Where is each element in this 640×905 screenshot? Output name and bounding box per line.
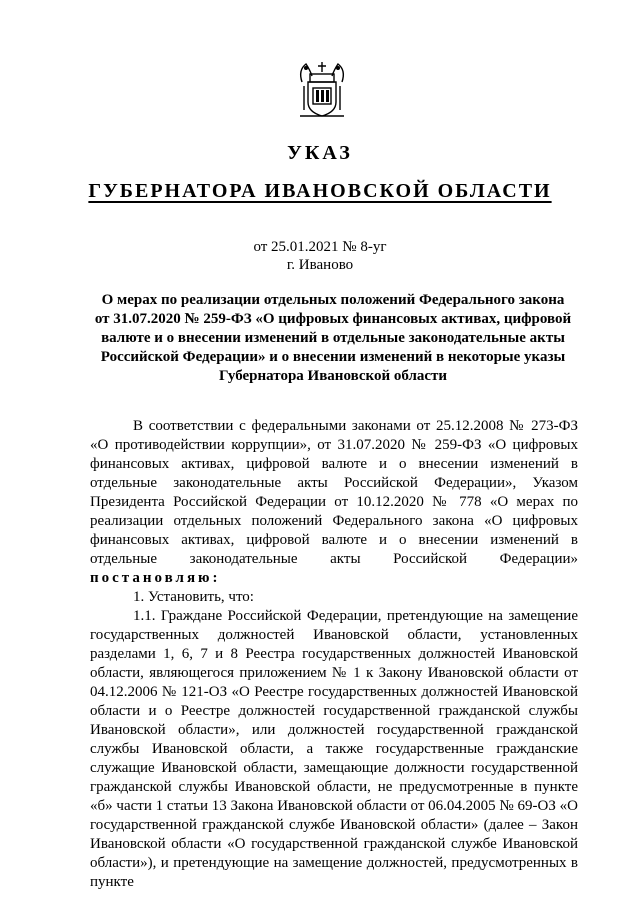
city: г. Иваново	[286, 257, 354, 273]
decree-colon: :	[212, 570, 218, 586]
subject-line: О мерах по реализации отдельных положений Федерального закона	[101, 292, 565, 308]
decree-body	[90, 417, 578, 892]
subject-line: от 31.07.2020 № 259-ФЗ «О цифровых финансовых активах, цифровой	[94, 311, 572, 327]
item-1-paragraph: 1. Установить, что:	[133, 589, 254, 605]
document-subtitle: ГУБЕРНАТОРА ИВАНОВСКОЙ ОБЛАСТИ	[88, 180, 552, 202]
coat-of-arms-emblem	[296, 60, 348, 122]
item-1-1-paragraph: 1.1. Граждане Российской Федерации, претендующие на замещение государственных должностей Ивановской области, установленных разделами 1, 6, 7 и 8 Реестра государственных должностей Ивановской области, являющегося приложением № 1 к Закону Ивановской области от 04.12.2006 № 121-ОЗ «О Реестре государственных должностей Ивановской области и о Реестре должностей государственной гражданской службы Ивановской области», или должностей государственной гражданской службы Ивановской области, а также государственные гражданские служащие Ивановской области, замещающие должности государственной гражданской службы Ивановской области, не предусмотренные в пункте «б» части 1 статьи 13 Закона Ивановской области от 06.04.2005 № 69-ОЗ «О государственной гражданской службе Ивановской области» (далее – Закон Ивановской области «О государственной гражданской службе Ивановской области»), и претендующие на замещение должностей, предусмотренных в пункте	[90, 608, 578, 890]
subject-line: Губернатора Ивановской области	[218, 368, 448, 384]
subject-line: Российской Федерации» и о внесении изменений в некоторые указы	[100, 349, 566, 365]
document-title: УКАЗ	[287, 142, 353, 164]
preamble-text: В соответствии с федеральными законами от 25.12.2008 № 273-ФЗ «О противодействии коррупции», от 31.07.2020 № 259-ФЗ «О цифровых финансовых активах, цифровой валюте и о внесении изменений в отдельные законодательные акты Российской Федерации», Указом Президента Российской Федерации от 10.12.2020 № 778 «О мерах по реализации отдельных положений Федерального закона «О цифровых финансовых активах, цифровой валюте и о внесении изменений в отдельные законодательные акты Российской Федерации»	[90, 418, 578, 567]
subject-line: валюте и о внесении изменений в отдельные законодательные акты	[101, 330, 565, 346]
date-number: от 25.01.2021 № 8-уг	[253, 239, 387, 255]
decree-word: постановляю	[90, 570, 213, 586]
decree-subject	[88, 291, 578, 386]
preamble-paragraph	[90, 417, 578, 588]
